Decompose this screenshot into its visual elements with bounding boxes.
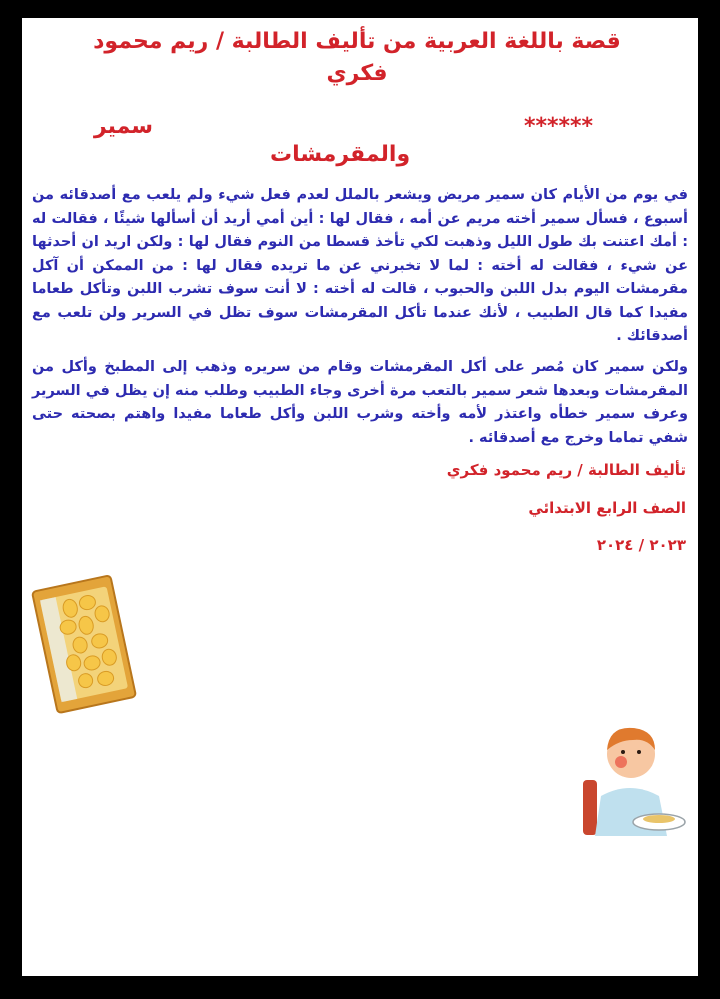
story-paragraph-2: ولكن سمير كان مُصر على أكل المقرمشات وقام من سريره وذهب إلى المطبخ وأكل من المقرمشات وبعدها شعر سمير بالتعب مرة أخرى وجاء الطبيب وطلب منه إن يظل في السرير وعرف سمير خطأه واعتذر لأمه وأخته وشرب اللبن وأكل طعاما مفيدا واهتم بصحته حتى شفي تماما وخرج مع أصدقائه .	[32, 359, 688, 446]
story-title: والمقرمشات	[270, 142, 411, 167]
grade-line: الصف الرابع الابتدائي	[528, 499, 686, 517]
boy-eating-icon	[575, 718, 690, 843]
page-title: قصة باللغة العربية من تأليف الطالبة / ريم محمود فكري	[93, 29, 621, 86]
document-page	[22, 18, 698, 976]
hero-name: سمير	[94, 114, 154, 139]
story-paragraph-1: في يوم من الأيام كان سمير مريض ويشعر بالملل لعدم فعل شيء ولم يلعب مع أصدقائه من أسبوع ، فسأل سمير أخته مريم عن أمه ، فقال لها : أين أمي أريد أن أسألها شيئًا ، فقالت له : أمك اعتنت بك طول الليل وذهبت لكي تأخذ قسطا من النوم فقال لها : ولكن اريد ان أحدثها عن شيء ، فقالت له أخته : لما لا تخبرني عن ما تريده فقال لها : من الممكن أن آكل مقرمشات اليوم بدل اللبن والحبوب ، قالت له أخته : لا أنت سوف تشرب اللبن وتأكل طعاما مفيدا كما قال الطبيب ، لأنك عندما تأكل المقرمشات سوف تظل في السرير ولن تلعب مع أصدقائك .	[32, 187, 688, 344]
author-line: تأليف الطالبة / ريم محمود فكري	[446, 461, 686, 479]
chips-bag-icon	[30, 574, 140, 714]
school-year: ٢٠٢٣ / ٢٠٢٤	[596, 536, 686, 554]
stars-decoration: ******	[524, 114, 594, 139]
